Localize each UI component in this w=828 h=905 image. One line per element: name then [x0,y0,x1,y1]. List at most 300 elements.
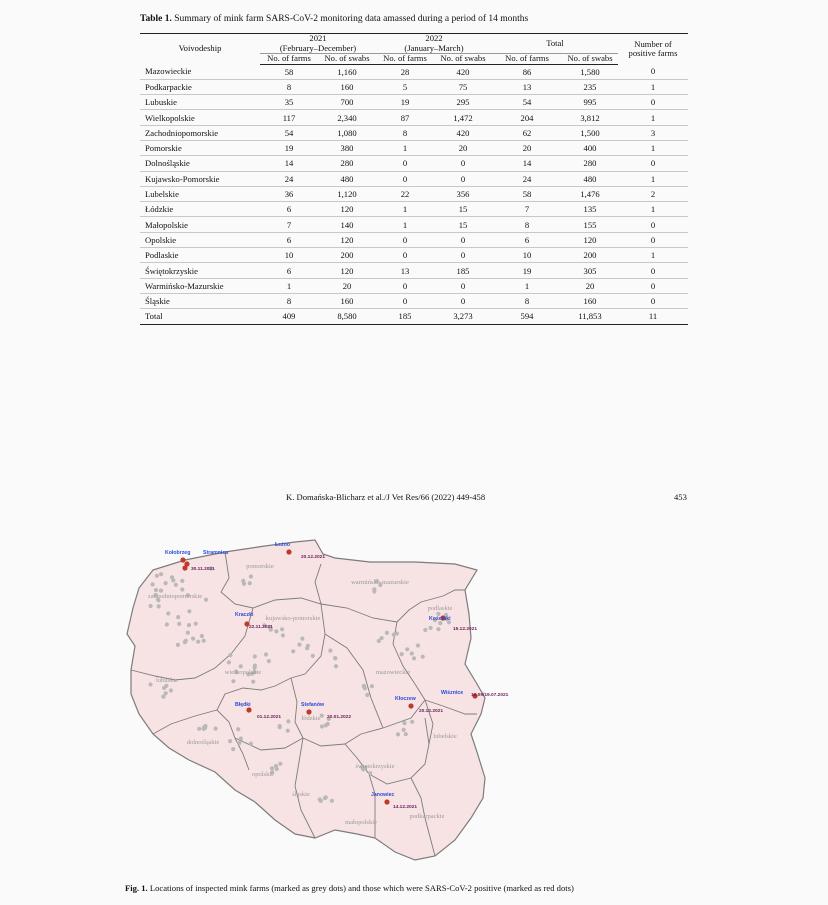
inspected-farm-dot [385,631,389,635]
inspected-farm-dot [239,736,243,740]
inspected-farm-dot [423,628,427,632]
value-cell: 380 [318,140,376,155]
value-cell: 54 [492,95,562,110]
inspected-farm-dot [286,719,290,723]
header-2021-farms: No. of farms [260,54,318,65]
value-cell: 20 [492,140,562,155]
voivodeship-cell: Lubelskie [140,186,260,201]
inspected-farm-dot [365,693,369,697]
voivodeship-cell: Łódzkie [140,202,260,217]
inspected-farm-dot [231,679,235,683]
inspected-farm-dot [166,611,170,615]
table-title: Summary of mink farm SARS-CoV-2 monitoring data amassed during a period of 14 months [174,14,529,24]
inspected-farm-dot [204,598,208,602]
inspected-farm-dot [402,721,406,725]
inspected-farm-dot [281,633,285,637]
region-label-dolnoslaskie: dolnośląskie [186,739,220,746]
value-cell: 1,120 [318,186,376,201]
page-number: 453 [674,492,687,502]
voivodeship-cell: Total [140,309,260,324]
value-cell: 0 [618,293,688,308]
inspected-farm-dot [236,727,240,731]
site-place-label: Wiśznice [441,690,464,696]
inspected-farm-dot [410,651,414,655]
table-row [140,309,688,324]
inspected-farm-dot [421,655,425,659]
inspected-farm-dot [429,626,433,630]
inspected-farm-dot [402,728,406,732]
value-cell: 480 [562,171,618,186]
value-cell: 1 [618,140,688,155]
inspected-farm-dot [197,727,201,731]
running-head: K. Domańska-Blicharz et al./J Vet Res/66 (2022) 449-458 [286,492,486,502]
table-row [140,186,688,201]
value-cell: 62 [492,125,562,140]
inspected-farm-dot [291,649,295,653]
site-place-label: Stramnica [203,550,229,556]
value-cell: 1,476 [562,186,618,201]
inspected-farm-dot [186,631,190,635]
value-cell: 7 [492,202,562,217]
header-total-swabs: No. of swabs [562,54,618,65]
value-cell: 8 [260,79,318,94]
poland-map-figure [125,538,705,870]
table-row [140,217,688,232]
inspected-farm-dot [239,664,243,668]
value-cell: 594 [492,309,562,324]
site-place-label: Stefanów [301,702,325,708]
table-label: Table 1. [140,14,172,24]
value-cell: 0 [434,293,492,308]
site-date-label: 16.09/19.07.2021 [471,693,509,698]
value-cell: 420 [434,125,492,140]
voivodeship-cell: Zachodniopomorskie [140,125,260,140]
value-cell: 1,080 [318,125,376,140]
inspected-farm-dot [148,682,152,686]
inspected-farm-dot [264,652,268,656]
value-cell: 19 [260,140,318,155]
inspected-farm-dot [231,747,235,751]
inspected-farm-dot [380,636,384,640]
inspected-farm-dot [164,581,168,585]
value-cell: 86 [492,64,562,79]
value-cell: 0 [618,232,688,247]
inspected-farm-dot [202,727,206,731]
inspected-farm-dot [165,622,169,626]
value-cell: 3,812 [562,110,618,125]
inspected-farm-dot [248,581,252,585]
inspected-farm-dot [176,615,180,619]
site-place-label: Łeźno [275,542,290,548]
inspected-farm-dot [228,739,232,743]
inspected-farm-dot [392,633,396,637]
inspected-farm-dot [170,575,174,579]
region-label-warminsko: warmińsko-mazurskie [351,579,409,586]
inspected-farm-dot [270,766,274,770]
value-cell: 58 [260,64,318,79]
value-cell: 35 [260,95,318,110]
inspected-farm-dot [286,729,290,733]
inspected-farm-dot [278,762,282,766]
voivodeship-cell: Dolnośląskie [140,156,260,171]
value-cell: 36 [260,186,318,201]
region-label-kujawsko: kujawsko-pomorskie [265,615,321,622]
region-label-zachodniopomorskie: zachodniopomorskie [147,593,203,600]
inspected-farm-dot [278,725,282,729]
inspected-farm-dot [412,656,416,660]
site-place-label: Kłoczew [395,696,416,702]
value-cell: 2 [618,186,688,201]
header-total-farms: No. of farms [492,54,562,65]
value-cell: 2,340 [318,110,376,125]
site-place-label: Błędki [235,702,251,708]
voivodeship-cell: Małopolskie [140,217,260,232]
inspected-farm-dot [436,627,440,631]
value-cell: 135 [562,202,618,217]
value-cell: 160 [562,293,618,308]
inspected-farm-dot [297,643,301,647]
voivodeship-cell: Kujawsko-Pomorskie [140,171,260,186]
table-row [140,140,688,155]
inspected-farm-dot [253,654,257,658]
site-place-label: Kraczki [235,612,254,618]
inspected-farm-dot [191,637,195,641]
value-cell: 10 [260,248,318,263]
value-cell: 280 [318,156,376,171]
value-cell: 0 [376,171,434,186]
region-label-pomorskie: pomorskie [246,563,274,570]
inspected-farm-dot [267,659,271,663]
value-cell: 1 [618,110,688,125]
table-row [140,202,688,217]
value-cell: 0 [618,156,688,171]
value-cell: 0 [376,278,434,293]
region-label-swietokrzyskie: świętokrzyskie [355,763,395,770]
voivodeship-cell: Świętokrzyskie [140,263,260,278]
header-2021-swabs: No. of swabs [318,54,376,65]
site-date-label: 20.12.2021 [419,709,444,714]
value-cell: 20 [318,278,376,293]
inspected-farm-dot [330,799,334,803]
value-cell: 6 [260,232,318,247]
value-cell: 1 [376,202,434,217]
value-cell: 87 [376,110,434,125]
value-cell: 120 [318,232,376,247]
table-row [140,125,688,140]
region-label-malopolskie: małopolskie [345,819,377,826]
inspected-farm-dot [202,639,206,643]
value-cell: 400 [562,140,618,155]
value-cell: 0 [618,263,688,278]
value-cell: 0 [434,232,492,247]
region-label-lodzkie: łódzkie [301,715,321,722]
inspected-farm-dot [416,643,420,647]
inspected-farm-dot [228,653,232,657]
value-cell: 420 [434,64,492,79]
positive-farm-dot [408,703,413,708]
inspected-farm-dot [157,604,161,608]
value-cell: 14 [260,156,318,171]
value-cell: 6 [492,232,562,247]
value-cell: 0 [618,64,688,79]
voivodeship-cell: Lubuskie [140,95,260,110]
inspected-farm-dot [400,652,404,656]
inspected-farm-dot [334,664,338,668]
value-cell: 155 [562,217,618,232]
region-label-lubelskie: lubelskie [433,733,457,740]
value-cell: 11,853 [562,309,618,324]
header-2022: 2022 (January–March) [376,34,492,54]
inspected-farm-dot [196,640,200,644]
voivodeship-cell: Mazowieckie [140,64,260,79]
value-cell: 120 [318,202,376,217]
value-cell: 160 [318,293,376,308]
table-body [140,64,688,324]
value-cell: 75 [434,79,492,94]
inspected-farm-dot [251,680,255,684]
value-cell: 0 [376,232,434,247]
value-cell: 8 [260,293,318,308]
value-cell: 10 [492,248,562,263]
inspected-farm-dot [410,720,414,724]
table-row [140,248,688,263]
region-label-wielkopolskie: wielkopolskie [224,669,262,676]
inspected-farm-dot [396,732,400,736]
value-cell: 0 [618,278,688,293]
value-cell: 160 [318,79,376,94]
value-cell: 305 [562,263,618,278]
value-cell: 1 [618,79,688,94]
inspected-farm-dot [176,643,180,647]
value-cell: 200 [318,248,376,263]
value-cell: 0 [618,217,688,232]
value-cell: 1 [260,278,318,293]
value-cell: 11 [618,309,688,324]
positive-farm-dot [246,707,251,712]
value-cell: 19 [376,95,434,110]
value-cell: 356 [434,186,492,201]
value-cell: 0 [376,248,434,263]
value-cell: 15 [434,202,492,217]
value-cell: 5 [376,79,434,94]
value-cell: 140 [318,217,376,232]
inspected-farm-dot [162,686,166,690]
value-cell: 185 [434,263,492,278]
site-date-label: 01.12.2021 [257,715,282,720]
value-cell: 8 [376,125,434,140]
table-row [140,79,688,94]
inspected-farm-dot [187,609,191,613]
positive-farm-dot [306,709,311,714]
value-cell: 185 [376,309,434,324]
table-row [140,293,688,308]
voivodeship-cell: Wielkopolskie [140,110,260,125]
table-row [140,110,688,125]
value-cell: 24 [260,171,318,186]
inspected-farm-dot [180,579,184,583]
inspected-farm-dot [241,579,245,583]
value-cell: 1,500 [562,125,618,140]
value-cell: 1,472 [434,110,492,125]
value-cell: 14 [492,156,562,171]
value-cell: 8 [492,293,562,308]
inspected-farm-dot [237,741,241,745]
table-row [140,64,688,79]
inspected-farm-dot [305,646,309,650]
value-cell: 120 [562,232,618,247]
figure-caption [125,883,574,893]
inspected-farm-dot [169,688,173,692]
inspected-farm-dot [274,629,278,633]
inspected-farm-dot [159,572,163,576]
site-date-label: 15.12.2021 [453,627,478,632]
country-outline [127,540,485,860]
table-row [140,156,688,171]
value-cell: 1,580 [562,64,618,79]
value-cell: 200 [562,248,618,263]
region-label-mazowieckie: mazowieckie [375,669,411,676]
positive-farm-dot [180,557,185,562]
inspected-farm-dot [187,623,191,627]
table-caption [140,14,528,24]
inspected-farm-dot [363,686,367,690]
value-cell: 0 [434,171,492,186]
value-cell: 0 [434,278,492,293]
value-cell: 120 [318,263,376,278]
region-label-podlaskie: podlaskie [427,605,453,612]
value-cell: 1 [376,217,434,232]
positive-farm-dot [286,549,291,554]
value-cell: 0 [618,95,688,110]
header-2021: 2021 (February–December) [260,34,376,54]
value-cell: 3 [618,125,688,140]
figure-text: Locations of inspected mink farms (marked as grey dots) and those which were SARS-CoV-2 positive (marked as red dots) [149,883,574,893]
value-cell: 409 [260,309,318,324]
inspected-farm-dot [370,684,374,688]
voivodeship-cell: Podkarpackie [140,79,260,94]
value-cell: 8 [492,217,562,232]
inspected-farm-dot [324,723,328,727]
positive-farm-dot [182,565,187,570]
site-place-label: Kołobrzeg [165,550,191,556]
voivodeship-cell: Warmińsko-Mazurskie [140,278,260,293]
header-voivodeship: Voivodeship [140,34,260,65]
site-place-label: Janowiec [371,792,395,798]
inspected-farm-dot [333,656,337,660]
region-label-opolskie: opolskie [251,771,275,778]
value-cell: 1 [376,140,434,155]
value-cell: 22 [376,186,434,201]
inspected-farm-dot [275,767,279,771]
value-cell: 19 [492,263,562,278]
site-date-label: 22.11.2021 [249,625,273,630]
site-place-label: Kościuki [429,616,451,622]
inspected-farm-dot [180,587,184,591]
voivodeship-cell: Opolskie [140,232,260,247]
value-cell: 24 [492,171,562,186]
value-cell: 13 [376,263,434,278]
poland-map [125,538,705,870]
voivodeship-cell: Podlaskie [140,248,260,263]
table-row [140,263,688,278]
value-cell: 28 [376,64,434,79]
inspected-farm-dot [300,637,304,641]
value-cell: 117 [260,110,318,125]
inspected-farm-dot [194,622,198,626]
inspected-farm-dot [404,732,408,736]
inspected-farm-dot [280,627,284,631]
value-cell: 6 [260,202,318,217]
value-cell: 0 [376,156,434,171]
inspected-farm-dot [328,649,332,653]
inspected-farm-dot [318,797,322,801]
value-cell: 58 [492,186,562,201]
value-cell: 13 [492,79,562,94]
value-cell: 280 [562,156,618,171]
value-cell: 6 [260,263,318,278]
site-date-label: 30.11.2021 [191,567,215,572]
value-cell: 15 [434,217,492,232]
header-2022-swabs: No. of swabs [434,54,492,65]
inspected-farm-dot [149,604,153,608]
inspected-farm-dot [249,574,253,578]
inspected-farm-dot [372,587,376,591]
value-cell: 0 [376,293,434,308]
value-cell: 235 [562,79,618,94]
table-row [140,95,688,110]
header-2022-farms: No. of farms [376,54,434,65]
inspected-farm-dot [249,742,253,746]
inspected-farm-dot [320,724,324,728]
inspected-farm-dot [184,639,188,643]
inspected-farm-dot [174,583,178,587]
figure-label: Fig. 1. [125,883,148,893]
inspected-farm-dot [154,588,158,592]
value-cell: 1 [618,202,688,217]
inspected-farm-dot [151,582,155,586]
value-cell: 480 [318,171,376,186]
site-date-label: 20.12.2021 [301,555,326,560]
value-cell: 1,160 [318,64,376,79]
table-row [140,171,688,186]
value-cell: 20 [434,140,492,155]
inspected-farm-dot [177,622,181,626]
header-positive-farms: Number of positive farms [618,34,688,65]
value-cell: 8,580 [318,309,376,324]
table-row [140,278,688,293]
region-label-lubuskie: lubuskie [155,677,179,684]
value-cell: 7 [260,217,318,232]
value-cell: 295 [434,95,492,110]
voivodeship-cell: Śląskie [140,293,260,308]
positive-farm-dot [384,799,389,804]
header-total: Total [492,34,618,54]
site-date-label: 20.01.2022 [327,715,352,720]
summary-table [140,33,688,325]
region-label-slaskie: śląskie [292,791,310,798]
value-cell: 995 [562,95,618,110]
inspected-farm-dot [311,654,315,658]
value-cell: 20 [562,278,618,293]
inspected-farm-dot [214,727,218,731]
site-date-label: 14.12.2021 [393,805,418,810]
value-cell: 700 [318,95,376,110]
inspected-farm-dot [368,771,372,775]
inspected-farm-dot [227,660,231,664]
inspected-farm-dot [155,574,159,578]
region-label-podkarpackie: podkarpackie [409,813,445,820]
inspected-farm-dot [164,691,168,695]
